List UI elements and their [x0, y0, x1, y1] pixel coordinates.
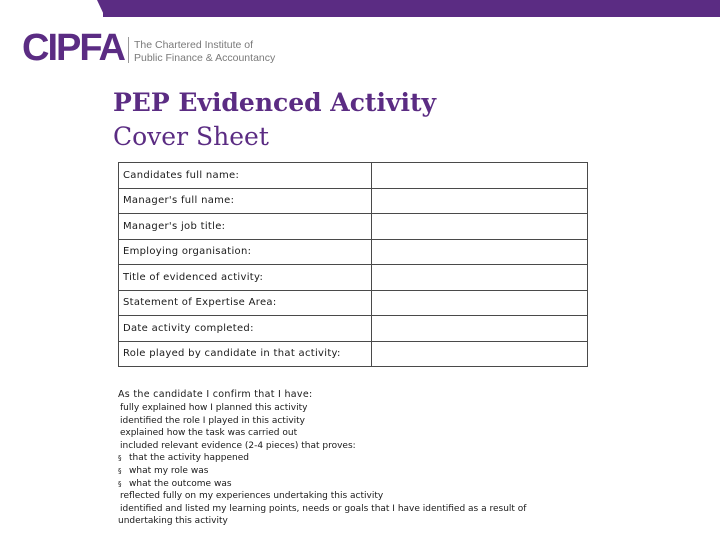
- form-label: Role played by candidate in that activity:: [119, 341, 372, 367]
- form-label: Title of evidenced activity:: [119, 265, 372, 291]
- form-row-expertise-area: [119, 290, 588, 316]
- form-row-activity-title: [119, 265, 588, 291]
- evidence-bullet-text: what the outcome was: [129, 478, 232, 489]
- form-row-manager-name: [119, 188, 588, 214]
- confirmation-item: identified the role I played in this activity: [120, 415, 306, 426]
- evidence-bullet-text: what my role was: [129, 466, 209, 477]
- confirmation-item: fully explained how I planned this activity: [120, 403, 308, 414]
- candidate-name-field[interactable]: [372, 163, 588, 189]
- bullet-icon: §: [118, 454, 122, 463]
- logo-tagline: [134, 39, 275, 65]
- form-row-candidate-name: [119, 163, 588, 189]
- form-label: Manager's job title:: [119, 214, 372, 240]
- form-label: Statement of Expertise Area:: [119, 290, 372, 316]
- evidence-bullet-text: that the activity happened: [129, 453, 249, 464]
- confirmation-item: explained how the task was carried out: [120, 428, 298, 439]
- form-label: Manager's full name:: [119, 188, 372, 214]
- confirmation-statement: [118, 389, 588, 528]
- confirmation-item-continued: undertaking this activity: [118, 516, 228, 527]
- date-completed-field[interactable]: [372, 316, 588, 342]
- header-bar: [103, 0, 720, 17]
- manager-job-title-field[interactable]: [372, 214, 588, 240]
- confirmation-item: identified and listed my learning points, needs or goals that I have identified as a result of: [120, 503, 527, 514]
- expertise-area-field[interactable]: [372, 290, 588, 316]
- manager-name-field[interactable]: [372, 188, 588, 214]
- logo-divider: [128, 37, 129, 63]
- employing-organisation-field[interactable]: [372, 239, 588, 265]
- form-label: Candidates full name:: [119, 163, 372, 189]
- bullet-icon: §: [118, 467, 122, 476]
- form-row-date-completed: [119, 316, 588, 342]
- confirmation-lead: As the candidate I confirm that I have:: [118, 389, 313, 400]
- evidence-bullet: [118, 478, 588, 491]
- bullet-icon: §: [118, 479, 122, 488]
- form-label: Employing organisation:: [119, 239, 372, 265]
- page-title: [113, 86, 436, 154]
- form-label: Date activity completed:: [119, 316, 372, 342]
- evidence-bullet: [118, 452, 588, 465]
- form-row-manager-title: [119, 214, 588, 240]
- tagline-line-1: The Chartered Institute of: [134, 39, 254, 51]
- confirmation-item: reflected fully on my experiences undertaking this activity: [120, 491, 384, 502]
- cipfa-logo: CIPFA: [22, 27, 124, 69]
- form-row-organisation: [119, 239, 588, 265]
- role-played-field[interactable]: [372, 341, 588, 367]
- activity-title-field[interactable]: [372, 265, 588, 291]
- page-title-line-1: PEP Evidenced Activity: [113, 88, 437, 117]
- form-row-role-played: [119, 341, 588, 367]
- evidence-bullet: [118, 465, 588, 478]
- page-title-line-2: Cover Sheet: [113, 122, 269, 151]
- tagline-line-2: Public Finance & Accountancy: [134, 52, 276, 64]
- confirmation-item: included relevant evidence (2-4 pieces) that proves:: [120, 440, 356, 451]
- cover-sheet-form: [118, 162, 588, 367]
